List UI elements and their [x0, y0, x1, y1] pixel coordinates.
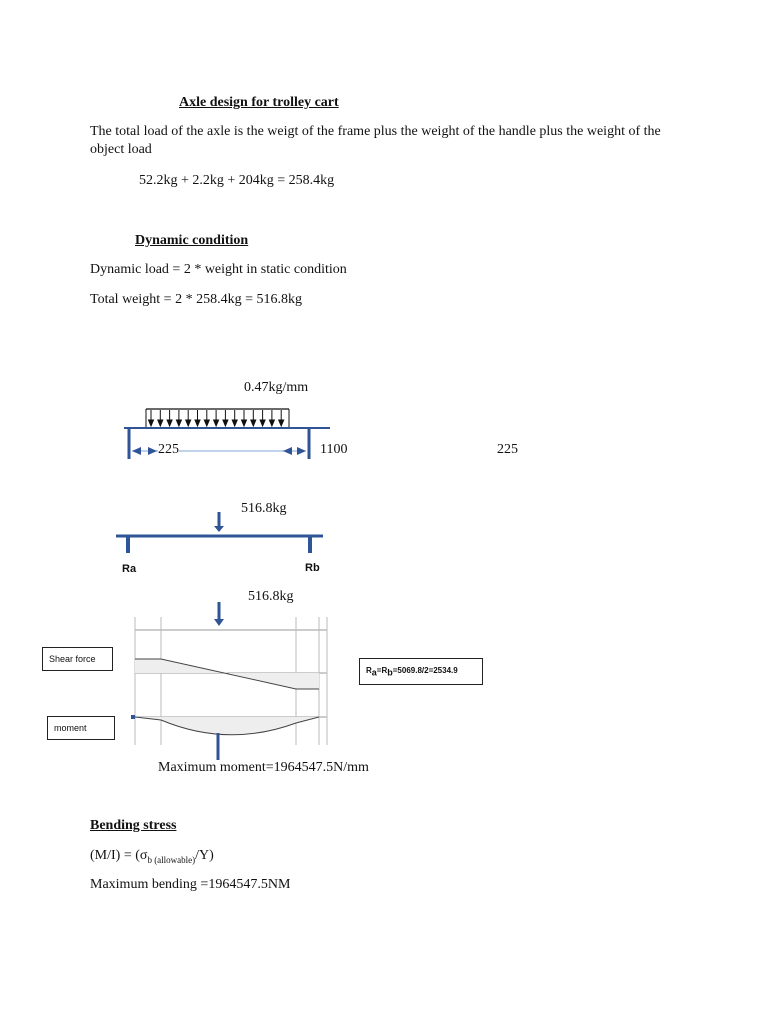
load-arrow-head	[279, 420, 284, 426]
formula-start: (M/I) = (σ	[90, 848, 148, 863]
total-load-equation: 52.2kg + 2.2kg + 204kg = 258.4kg	[139, 173, 335, 188]
load-arrow-head	[176, 420, 181, 426]
bending-formula	[90, 847, 214, 869]
reactions-value: =5069.8/2=2534.9	[392, 666, 458, 675]
point-load-label: 516.8kg	[241, 501, 287, 516]
load-arrow-head	[186, 420, 191, 426]
load-arrow-head	[204, 420, 209, 426]
sfd-load-label: 516.8kg	[248, 589, 294, 604]
dimension-right: 225	[497, 442, 518, 457]
reactions-mid: =R	[376, 666, 388, 675]
reactions-box	[359, 658, 483, 685]
formula-subscript: b (allowable)	[147, 854, 196, 865]
reaction-a-label: Ra	[122, 563, 137, 575]
load-arrow-head	[167, 420, 172, 426]
dimension-span: 1100	[320, 442, 348, 457]
max-moment-text: Maximum moment=1964547.5N/mm	[158, 760, 369, 775]
bending-stress-heading: Bending stress	[90, 818, 177, 833]
load-arrow-head	[195, 420, 200, 426]
dimension-left: 225	[158, 442, 179, 457]
reactions-sub-b: b	[387, 667, 393, 678]
distributed-load-label: 0.47kg/mm	[244, 380, 309, 395]
load-arrow-head	[214, 420, 219, 426]
load-arrow-head	[232, 420, 237, 426]
load-arrow-head	[242, 420, 247, 426]
shear-force-label: Shear force	[42, 647, 113, 671]
moment-label: moment	[47, 716, 115, 740]
load-arrow-head	[223, 420, 228, 426]
load-arrow-head	[260, 420, 265, 426]
load-arrow-head	[269, 420, 274, 426]
reaction-b-label: Rb	[305, 562, 320, 574]
load-arrow-head	[251, 420, 256, 426]
intro-paragraph: The total load of the axle is the weigt of the frame plus the weight of the handle plus the weight of the object load	[90, 124, 661, 157]
max-bending-text: Maximum bending =1964547.5NM	[90, 877, 291, 892]
load-arrow-head	[149, 420, 154, 426]
reactions-prefix: R	[366, 666, 372, 675]
total-weight-line: Total weight = 2 * 258.4kg = 516.8kg	[90, 292, 302, 307]
reactions-sub-a: a	[371, 667, 377, 678]
dynamic-condition-heading: Dynamic condition	[135, 233, 249, 248]
page-title: Axle design for trolley cart	[179, 95, 339, 110]
dynamic-load-line: Dynamic load = 2 * weight in static condition	[90, 262, 347, 277]
formula-end: /Y)	[195, 848, 214, 863]
load-arrow-head	[158, 420, 163, 426]
